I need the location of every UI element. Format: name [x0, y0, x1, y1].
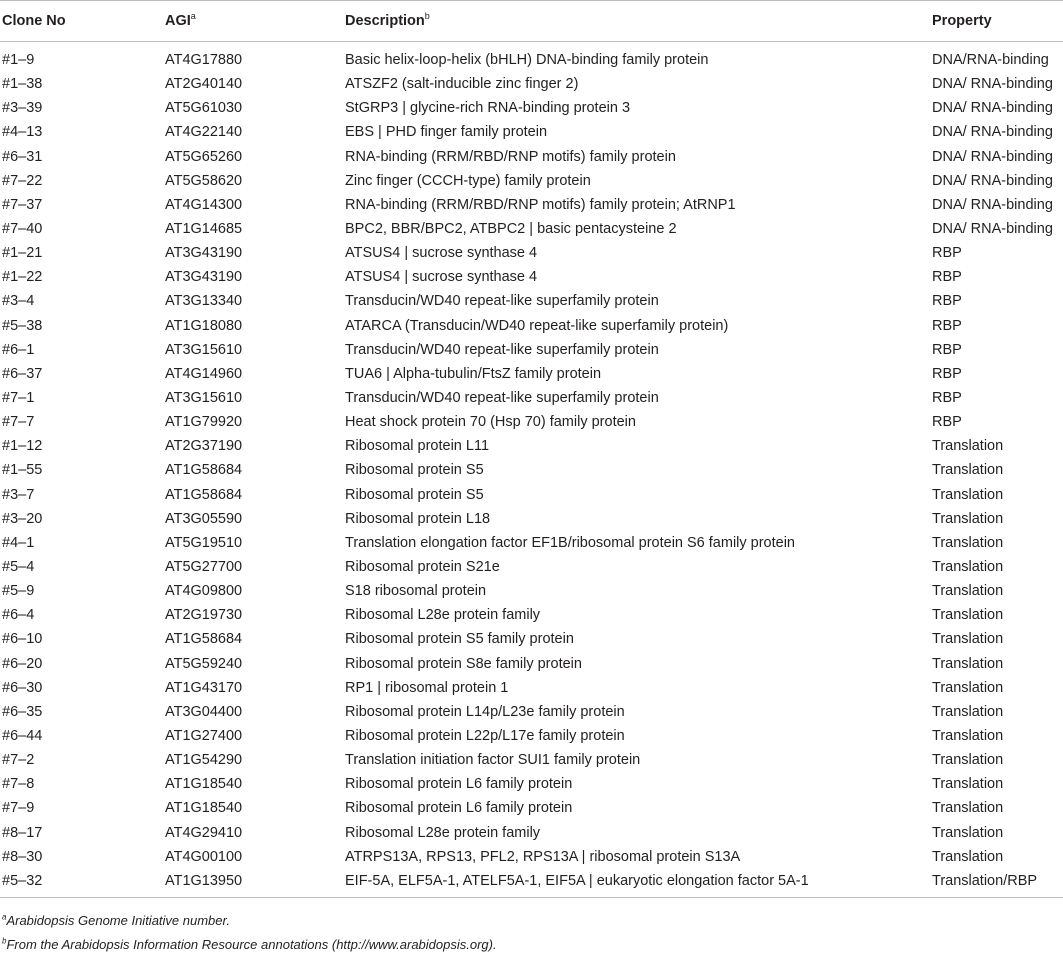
- cell-agi: AT5G65260: [165, 148, 243, 165]
- cell-clone-no: #6–31: [2, 148, 43, 165]
- cell-property: RBP: [932, 269, 962, 286]
- cell-clone-no: #4–13: [2, 124, 43, 141]
- cell-property: Translation: [932, 728, 1004, 744]
- table-row: [0, 120, 1063, 144]
- cell-agi: AT1G58684: [165, 631, 243, 648]
- cell-agi: AT3G13340: [165, 293, 243, 310]
- footnote-a: [2, 913, 497, 937]
- table-row: [0, 748, 1063, 772]
- header-agi: [165, 1, 345, 42]
- cell-clone-no: #5–4: [2, 559, 35, 576]
- table-row: [0, 458, 1063, 482]
- cell-description: StGRP3 | glycine-rich RNA-binding protein 3: [345, 100, 631, 117]
- cell-property: RBP: [932, 390, 962, 407]
- cell-property: DNA/ RNA-binding: [932, 221, 1053, 238]
- cell-agi: AT1G54290: [165, 752, 243, 769]
- table-row: [0, 96, 1063, 120]
- cell-description: Transducin/WD40 repeat-like superfamily protein: [345, 341, 659, 358]
- cell-clone-no: #3–39: [2, 100, 43, 117]
- table-row: [0, 217, 1063, 241]
- cell-clone-no: #5–9: [2, 583, 35, 600]
- cell-agi: AT1G13950: [165, 869, 345, 898]
- cell-description: Basic helix-loop-helix (bHLH) DNA-binding family protein: [345, 52, 709, 69]
- cell-property: Translation: [932, 631, 1004, 648]
- table-header: [0, 1, 1063, 42]
- cell-description: Zinc finger (CCCH-type) family protein: [345, 172, 591, 189]
- cell-agi: AT1G27400: [165, 728, 243, 744]
- cell-clone-no: #6–35: [2, 703, 43, 720]
- cell-description: Transducin/WD40 repeat-like superfamily protein: [345, 390, 659, 407]
- cell-description: Ribosomal protein L18: [345, 510, 491, 527]
- cell-description: Ribosomal protein S21e: [345, 559, 500, 576]
- cell-property: Translation: [932, 486, 1004, 503]
- cell-description: Ribosomal protein L11: [345, 438, 490, 455]
- header-agi-label: AGI: [165, 13, 191, 29]
- cell-property: RBP: [932, 293, 962, 310]
- cell-property: DNA/ RNA-binding: [932, 196, 1053, 213]
- header-description-label: Description: [345, 13, 425, 29]
- cell-description: EIF-5A, ELF5A-1, ATELF5A-1, EIF5A | eukaryotic elongation factor 5A-1: [345, 869, 932, 898]
- cell-property: Translation: [932, 583, 1004, 600]
- cell-description: ATARCA (Transducin/WD40 repeat-like superfamily protein): [345, 317, 729, 334]
- cell-property: Translation: [932, 655, 1004, 672]
- table-row: [0, 72, 1063, 96]
- table-row: [0, 265, 1063, 289]
- cell-property: Translation: [932, 824, 1004, 841]
- cell-agi: AT4G29410: [165, 824, 243, 841]
- cell-clone-no: #8–30: [2, 848, 43, 865]
- cell-description: Ribosomal protein L14p/L23e family protein: [345, 703, 625, 720]
- cell-property: DNA/ RNA-binding: [932, 76, 1053, 93]
- cell-clone-no: #1–9: [2, 52, 35, 69]
- cell-agi: AT1G58684: [165, 462, 243, 479]
- table-row: [0, 627, 1063, 651]
- cell-clone-no: #3–20: [2, 510, 43, 527]
- table-row: [0, 483, 1063, 507]
- table-row: [0, 42, 1063, 73]
- table-row: [0, 603, 1063, 627]
- cell-agi: AT4G17880: [165, 52, 243, 69]
- table-row: [0, 724, 1063, 748]
- cell-agi: AT4G14300: [165, 196, 243, 213]
- cell-property: RBP: [932, 414, 962, 431]
- cell-agi: AT5G19510: [165, 534, 243, 551]
- table-row: [0, 555, 1063, 579]
- cell-property: RBP: [932, 245, 962, 262]
- cell-property: Translation: [932, 462, 1004, 479]
- cell-property: Translation: [932, 752, 1004, 769]
- cell-description: Ribosomal L28e protein family: [345, 607, 541, 624]
- cell-clone-no: #6–44: [2, 728, 43, 744]
- table-row: [0, 796, 1063, 820]
- cell-agi: AT1G18080: [165, 317, 243, 334]
- cell-description: TUA6 | Alpha-tubulin/FtsZ family protein: [345, 365, 602, 382]
- cell-description: Ribosomal L28e protein family: [345, 824, 541, 841]
- cell-property: Translation: [932, 534, 1004, 551]
- table-row: [0, 821, 1063, 845]
- cell-description: S18 ribosomal protein: [345, 583, 487, 600]
- cell-property: Translation: [932, 800, 1004, 817]
- cell-description: Ribosomal protein L6 family protein: [345, 800, 573, 817]
- cell-agi: AT2G19730: [165, 607, 243, 624]
- cell-clone-no: #6–4: [2, 607, 35, 624]
- cell-agi: AT2G37190: [165, 438, 243, 455]
- cell-clone-no: #3–4: [2, 293, 35, 310]
- cell-description: Ribosomal protein S8e family protein: [345, 655, 582, 672]
- cell-clone-no: #7–22: [2, 172, 43, 189]
- header-description-footnote-mark: b: [424, 11, 430, 22]
- cell-clone-no: #5–38: [2, 317, 43, 334]
- cell-clone-no: #1–22: [2, 269, 43, 286]
- footnote-b-text: From the Arabidopsis Information Resource annotations (http://www.arabidopsis.org).: [6, 937, 497, 952]
- cell-clone-no: #5–32: [0, 869, 165, 898]
- cell-clone-no: #7–7: [2, 414, 35, 431]
- cell-property: Translation: [932, 559, 1004, 576]
- table-row: [0, 193, 1063, 217]
- cell-agi: AT3G15610: [165, 341, 243, 358]
- cell-description: ATSUS4 | sucrose synthase 4: [345, 245, 538, 262]
- table-row: [0, 507, 1063, 531]
- cell-clone-no: #7–37: [2, 196, 43, 213]
- cell-agi: AT4G14960: [165, 365, 243, 382]
- cell-clone-no: #6–20: [2, 655, 43, 672]
- cell-clone-no: #7–1: [2, 390, 35, 407]
- cell-clone-no: #7–2: [2, 752, 35, 769]
- header-description: [345, 1, 932, 42]
- cell-description: Heat shock protein 70 (Hsp 70) family protein: [345, 414, 636, 431]
- cell-clone-no: #7–40: [2, 221, 43, 238]
- cell-property: Translation: [932, 848, 1004, 865]
- cell-clone-no: #1–21: [2, 245, 43, 262]
- header-clone-no: [0, 1, 165, 42]
- cell-property: Translation: [932, 703, 1004, 720]
- cell-agi: AT4G00100: [165, 848, 243, 865]
- cell-description: RNA-binding (RRM/RBD/RNP motifs) family protein: [345, 148, 676, 165]
- cell-property: Translation: [932, 510, 1004, 527]
- header-property: [932, 1, 1063, 42]
- cell-property: DNA/ RNA-binding: [932, 124, 1053, 141]
- cell-agi: AT5G61030: [165, 100, 243, 117]
- cell-agi: AT5G59240: [165, 655, 243, 672]
- header-clone-no-label: Clone No: [2, 13, 66, 29]
- cell-agi: AT1G18540: [165, 800, 243, 817]
- footnote-b-mark: b: [2, 936, 7, 946]
- table-row: [0, 362, 1063, 386]
- cell-description: ATSUS4 | sucrose synthase 4: [345, 269, 538, 286]
- table-row: [0, 338, 1063, 362]
- cell-property: DNA/RNA-binding: [932, 52, 1049, 69]
- table-row: [0, 434, 1063, 458]
- cell-description: Transducin/WD40 repeat-like superfamily protein: [345, 293, 659, 310]
- header-row: [0, 1, 1063, 42]
- table-row: [0, 410, 1063, 434]
- footnote-b: [2, 937, 497, 961]
- cell-description: BPC2, BBR/BPC2, ATBPC2 | basic pentacysteine 2: [345, 221, 677, 238]
- cell-description: RP1 | ribosomal protein 1: [345, 679, 509, 696]
- cell-property: Translation/RBP: [932, 869, 1063, 898]
- footnotes: [2, 913, 497, 961]
- cell-clone-no: #6–1: [2, 341, 35, 358]
- cell-agi: AT4G22140: [165, 124, 243, 141]
- cell-description: Ribosomal protein L22p/L17e family protein: [345, 728, 625, 744]
- table-row: [0, 531, 1063, 555]
- header-property-label: Property: [932, 13, 992, 29]
- cell-agi: AT3G15610: [165, 390, 243, 407]
- cell-agi: AT1G18540: [165, 776, 243, 793]
- cell-agi: AT2G40140: [165, 76, 243, 93]
- cell-property: DNA/ RNA-binding: [932, 148, 1053, 165]
- table-body: [0, 42, 1063, 898]
- table-row: [0, 676, 1063, 700]
- cell-clone-no: #6–37: [2, 365, 43, 382]
- cell-property: Translation: [932, 679, 1004, 696]
- cell-agi: AT3G04400: [165, 703, 243, 720]
- cell-description: ATRPS13A, RPS13, PFL2, RPS13A | ribosomal protein S13A: [345, 848, 741, 865]
- cell-property: Translation: [932, 607, 1004, 624]
- table-row: [0, 579, 1063, 603]
- table-row: [0, 652, 1063, 676]
- cell-property: RBP: [932, 365, 962, 382]
- cell-property: RBP: [932, 317, 962, 334]
- cell-agi: AT3G43190: [165, 245, 243, 262]
- cell-clone-no: #6–30: [2, 679, 43, 696]
- cell-property: DNA/ RNA-binding: [932, 172, 1053, 189]
- footnote-a-text: Arabidopsis Genome Initiative number.: [6, 913, 230, 928]
- table-row: [0, 289, 1063, 313]
- cell-description: Ribosomal protein S5 family protein: [345, 631, 574, 648]
- cell-description: Translation initiation factor SUI1 family protein: [345, 752, 641, 769]
- cell-description: Translation elongation factor EF1B/ribosomal protein S6 family protein: [345, 534, 795, 551]
- header-agi-footnote-mark: a: [190, 11, 196, 22]
- table-row: [0, 386, 1063, 410]
- table-row: [0, 241, 1063, 265]
- cell-clone-no: #1–55: [2, 462, 43, 479]
- cell-clone-no: #1–38: [2, 76, 43, 93]
- cell-agi: AT1G14685: [165, 221, 243, 238]
- table-row: [0, 845, 1063, 869]
- table-row: [0, 869, 1063, 898]
- cell-description: ATSZF2 (salt-inducible zinc finger 2): [345, 76, 579, 93]
- cell-clone-no: #1–12: [2, 438, 43, 455]
- table-row: [0, 314, 1063, 338]
- cell-property: DNA/ RNA-binding: [932, 100, 1053, 117]
- cell-agi: AT5G27700: [165, 559, 243, 576]
- table-row: [0, 772, 1063, 796]
- cell-clone-no: #7–9: [2, 800, 35, 817]
- cell-clone-no: #7–8: [2, 776, 35, 793]
- cell-description: Ribosomal protein S5: [345, 462, 484, 479]
- footnote-a-mark: a: [2, 912, 7, 922]
- cell-property: RBP: [932, 341, 962, 358]
- cell-agi: AT1G43170: [165, 679, 243, 696]
- cell-clone-no: #6–10: [2, 631, 43, 648]
- cell-agi: AT1G58684: [165, 486, 243, 503]
- cell-property: Translation: [932, 438, 1004, 455]
- cell-clone-no: #8–17: [2, 824, 43, 841]
- cell-description: Ribosomal protein S5: [345, 486, 484, 503]
- table-row: [0, 169, 1063, 193]
- cell-clone-no: #3–7: [2, 486, 35, 503]
- cell-property: Translation: [932, 776, 1004, 793]
- table-row: [0, 145, 1063, 169]
- cell-clone-no: #4–1: [2, 534, 35, 551]
- table-row: [0, 700, 1063, 724]
- cell-agi: AT3G43190: [165, 269, 243, 286]
- cell-agi: AT1G79920: [165, 414, 243, 431]
- cell-description: RNA-binding (RRM/RBD/RNP motifs) family protein; AtRNP1: [345, 196, 736, 213]
- cell-description: EBS | PHD finger family protein: [345, 124, 548, 141]
- cell-agi: AT5G58620: [165, 172, 243, 189]
- cell-agi: AT3G05590: [165, 510, 243, 527]
- cell-agi: AT4G09800: [165, 583, 243, 600]
- cell-description: Ribosomal protein L6 family protein: [345, 776, 573, 793]
